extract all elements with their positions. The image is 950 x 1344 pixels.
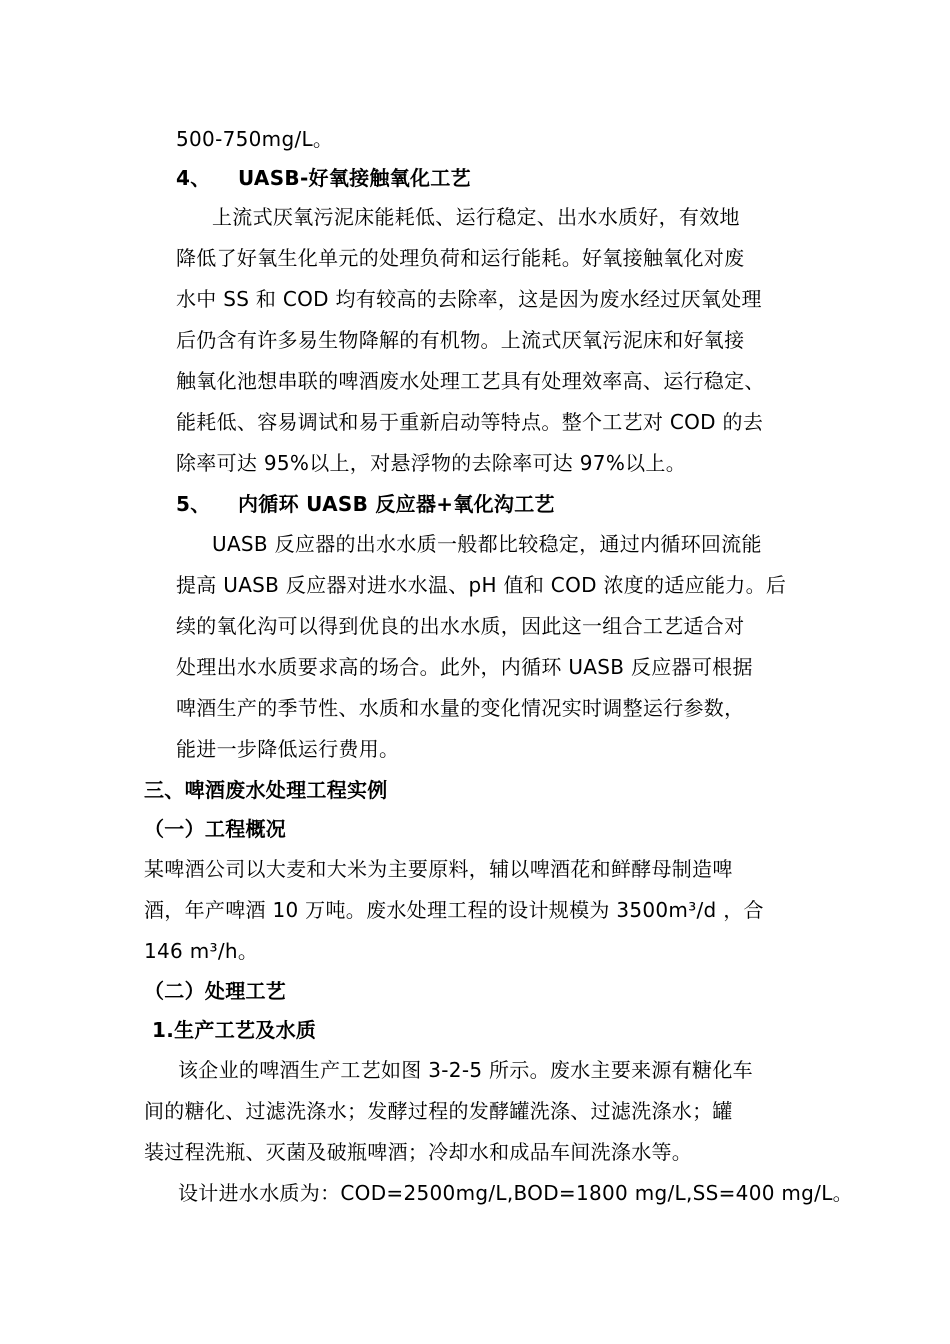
text-line: 能进一步降低运行费用。 bbox=[176, 737, 400, 761]
text-line: UASB 反应器的出水水质一般都比较稳定，通过内循环回流能 bbox=[212, 532, 762, 556]
text-line: 设计进水水质为：COD=2500mg/L,BOD=1800 mg/L,SS=400 mg/L。 bbox=[178, 1181, 853, 1205]
text-line: 间的糖化、过滤洗涤水；发酵过程的发酵罐洗涤、过滤洗涤水；罐 bbox=[144, 1099, 733, 1123]
text-line: 某啤酒公司以大麦和大米为主要原料，辅以啤酒花和鲜酵母制造啤 bbox=[144, 857, 733, 881]
subsection-heading-2: （二）处理工艺 bbox=[144, 979, 287, 1003]
text-line: 500-750mg/L。 bbox=[176, 127, 334, 151]
text-line: 降低了好氧生化单元的处理负荷和运行能耗。好氧接触氧化对废 bbox=[176, 246, 745, 270]
subsection-heading-1: （一）工程概况 bbox=[144, 817, 287, 841]
text-line: 除率可达 95%以上，对悬浮物的去除率可达 97%以上。 bbox=[176, 451, 687, 475]
text-line: 水中 SS 和 COD 均有较高的去除率，这是因为废水经过厌氧处理 bbox=[176, 287, 762, 311]
text-line: 该企业的啤酒生产工艺如图 3-2-5 所示。废水主要来源有糖化车 bbox=[178, 1058, 753, 1082]
text-line: 能耗低、容易调试和易于重新启动等特点。整个工艺对 COD 的去 bbox=[176, 410, 764, 434]
text-line: 后仍含有许多易生物降解的有机物。上流式厌氧污泥床和好氧接 bbox=[176, 328, 745, 352]
text-line: 触氧化池想串联的啤酒废水处理工艺具有处理效率高、运行稳定、 bbox=[176, 369, 765, 393]
heading-title: UASB-好氧接触氧化工艺 bbox=[238, 166, 471, 190]
section-heading-3: 三、啤酒废水处理工程实例 bbox=[144, 778, 388, 802]
section-heading-4 bbox=[176, 166, 471, 190]
heading-title: 内循环 UASB 反应器+氧化沟工艺 bbox=[238, 492, 555, 516]
text-line: 续的氧化沟可以得到优良的出水水质，因此这一组合工艺适合对 bbox=[176, 614, 745, 638]
text-line: 146 m³/h。 bbox=[144, 939, 259, 963]
text-line: 啤酒生产的季节性、水质和水量的变化情况实时调整运行参数， bbox=[176, 696, 745, 720]
text-line: 上流式厌氧污泥床能耗低、运行稳定、出水水质好，有效地 bbox=[212, 205, 740, 229]
heading-number: 5、 bbox=[176, 492, 211, 516]
subsection-heading-2-1: 1.生产工艺及水质 bbox=[152, 1018, 317, 1042]
section-heading-5 bbox=[176, 492, 555, 516]
heading-number: 4、 bbox=[176, 166, 211, 190]
text-line: 提高 UASB 反应器对进水水温、pH 值和 COD 浓度的适应能力。后 bbox=[176, 573, 787, 597]
text-line: 酒，年产啤酒 10 万吨。废水处理工程的设计规模为 3500m³/d ，合 bbox=[144, 898, 764, 922]
text-line: 装过程洗瓶、灭菌及破瓶啤酒；冷却水和成品车间洗涤水等。 bbox=[144, 1140, 693, 1164]
text-line: 处理出水水质要求高的场合。此外，内循环 UASB 反应器可根据 bbox=[176, 655, 753, 679]
